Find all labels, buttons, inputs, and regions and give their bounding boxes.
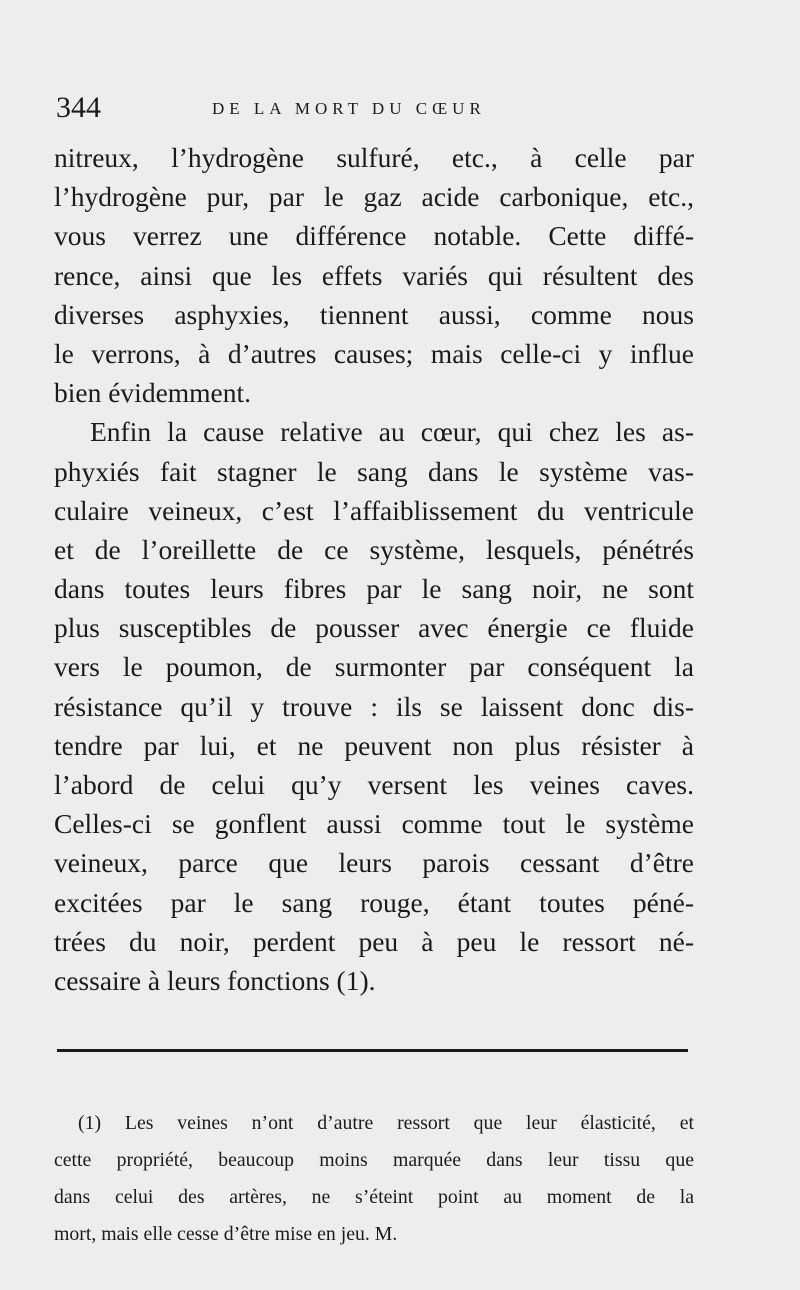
footnote-rule: [57, 1049, 688, 1052]
footnote-line: (1) Les veines n’ont d’autre ressort que leur élasticité, et: [78, 1112, 694, 1134]
text-line: phyxiés fait stagner le sang dans le système vas-: [54, 455, 694, 487]
text-line: dans toutes leurs fibres par le sang noir, ne sont: [54, 573, 694, 605]
text-line: diverses asphyxies, tiennent aussi, comme nous: [54, 298, 694, 330]
footnote-line: cette propriété, beaucoup moins marquée dans leur tissu que: [54, 1149, 694, 1171]
text-line: plus susceptibles de pousser avec énergie ce fluide: [54, 612, 694, 644]
text-line: le verrons, à d’autres causes; mais celle-ci y influe: [54, 337, 694, 369]
page-header: [56, 88, 696, 128]
text-line: bien évidemment.: [54, 377, 252, 409]
text-line: culaire veineux, c’est l’affaiblissement du ventricule: [54, 494, 694, 526]
text-line: Enfin la cause relative au cœur, qui chez les as-: [90, 416, 694, 448]
text-line: cessaire à leurs fonctions (1).: [54, 964, 376, 996]
footnote-line: dans celui des artères, ne s’éteint point au moment de la: [54, 1186, 694, 1208]
text-line: vers le poumon, de surmonter par conséquent la: [54, 651, 694, 683]
footnote: [54, 1105, 694, 1253]
text-line: nitreux, l’hydrogène sulfuré, etc., à celle par: [54, 142, 694, 173]
text-line: excitées par le sang rouge, étant toutes péné-: [54, 886, 694, 918]
body-text: [54, 138, 694, 1000]
text-line: l’hydrogène pur, par le gaz acide carbonique, etc.,: [54, 181, 694, 213]
text-line: tendre par lui, et ne peuvent non plus résister à: [54, 729, 694, 761]
text-line: et de l’oreillette de ce système, lesquels, pénétrés: [54, 533, 694, 565]
footnote-line: mort, mais elle cesse d’être mise en jeu. M.: [54, 1223, 398, 1245]
page-number: 344: [56, 91, 101, 124]
text-line: l’abord de celui qu’y versent les veines caves.: [54, 769, 694, 800]
text-line: veineux, parce que leurs parois cessant d’être: [54, 847, 694, 879]
text-line: résistance qu’il y trouve : ils se laissent donc dis-: [54, 690, 694, 722]
text-line: rence, ainsi que les effets variés qui résultent des: [54, 259, 694, 291]
running-head: DE LA MORT DU CŒUR: [212, 99, 486, 118]
text-line: Celles-ci se gonflent aussi comme tout le système: [54, 808, 694, 840]
text-line: vous verrez une différence notable. Cette diffé-: [54, 220, 694, 252]
text-line: trées du noir, perdent peu à peu le ressort né-: [54, 925, 694, 957]
